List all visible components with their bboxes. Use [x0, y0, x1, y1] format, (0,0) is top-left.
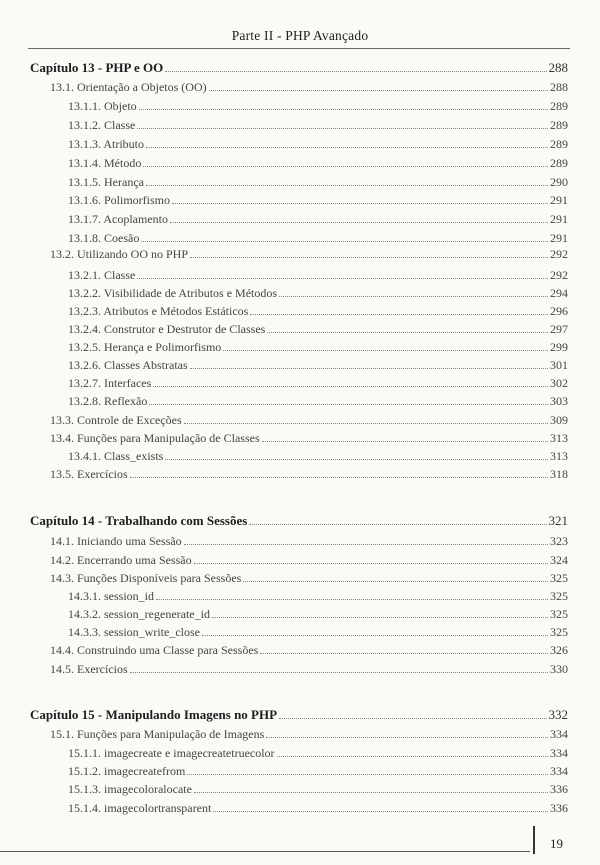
toc-entry-page: 301: [550, 358, 568, 372]
toc-entry-page: 288: [548, 60, 568, 75]
toc-entry-title: 13.1.2. Classe: [68, 118, 136, 132]
toc-subsection-entry: [68, 780, 568, 798]
toc-entry-title: 13.1.5. Herança: [68, 175, 144, 189]
toc-entry-title: 13.1.8. Coesão: [68, 231, 140, 245]
footer-rule: [0, 851, 530, 852]
toc-subsection-entry: [68, 374, 568, 392]
toc-chapter-entry: [30, 706, 568, 724]
toc-leader-dots: [267, 320, 548, 333]
header-rule: [28, 48, 570, 49]
toc-entry-title: 13.5. Exercícios: [50, 467, 128, 481]
toc-subsection-entry: [68, 744, 568, 762]
toc-entry-title: 14.1. Iniciando uma Sessão: [50, 534, 182, 548]
toc-subsection-entry: [68, 154, 568, 172]
toc-subsection-entry: [68, 173, 568, 191]
toc-section-entry: [50, 725, 568, 743]
toc-section-entry: [50, 532, 568, 550]
toc-subsection-entry: [68, 320, 568, 338]
toc-entry-title: 13.2.3. Atributos e Métodos Estáticos: [68, 304, 249, 318]
toc-entry-page: 321: [548, 513, 568, 528]
toc-section-entry: [50, 641, 568, 659]
toc-entry-title: 15.1.3. imagecoloralocate: [68, 782, 192, 796]
toc-leader-dots: [202, 623, 548, 636]
toc-entry-title: 13.2.2. Visibilidade de Atributos e Métodos: [68, 286, 278, 300]
toc-entry-title: 15.1.4. imagecolortransparent: [68, 801, 212, 815]
toc-entry-page: 324: [550, 553, 568, 567]
toc-entry-page: 289: [550, 137, 568, 151]
toc-entry-page: 289: [550, 118, 568, 132]
toc-entry-title: Capítulo 15 - Manipulando Imagens no PHP: [30, 707, 278, 722]
toc-subsection-entry: [68, 135, 568, 153]
toc-entry-page: 336: [550, 782, 568, 796]
toc-entry-title: 13.2.6. Classes Abstratas: [68, 358, 188, 372]
toc-entry-page: 325: [550, 625, 568, 639]
toc-section-entry: [50, 411, 568, 429]
toc-leader-dots: [187, 762, 548, 775]
toc-leader-dots: [279, 284, 548, 297]
part-title: Parte II - PHP Avançado: [231, 28, 369, 43]
toc-leader-dots: [156, 587, 548, 600]
toc-entry-title: 13.4.1. Class_exists: [68, 449, 164, 463]
toc-leader-dots: [130, 465, 548, 478]
toc-leader-dots: [141, 229, 548, 242]
toc-leader-dots: [213, 799, 548, 812]
toc-subsection-entry: [68, 392, 568, 410]
toc-leader-dots: [190, 356, 548, 369]
toc-entry-title: 13.1.1. Objeto: [68, 99, 137, 113]
toc-entry-page: 323: [550, 534, 568, 548]
toc-entry-title: 13.1. Orientação a Objetos (OO): [50, 80, 207, 94]
footer-bar: [533, 826, 535, 854]
toc-subsection-entry: [68, 284, 568, 302]
toc-leader-dots: [223, 338, 548, 351]
toc-subsection-entry: [68, 447, 568, 465]
toc-entry-page: 313: [550, 431, 568, 445]
toc-entry-page: 334: [550, 746, 568, 760]
toc-entry-page: 292: [550, 268, 568, 282]
toc-entry-title: Capítulo 14 - Trabalhando com Sessões: [30, 513, 248, 528]
toc-section-entry: [50, 551, 568, 569]
toc-leader-dots: [209, 78, 548, 91]
toc-entry-title: 13.1.6. Polimorfismo: [68, 193, 171, 207]
toc-subsection-entry: [68, 210, 568, 228]
toc-leader-dots: [212, 605, 548, 618]
toc-leader-dots: [130, 660, 548, 673]
toc-leader-dots: [165, 447, 548, 460]
toc-entry-title: 14.3. Funções Disponíveis para Sessões: [50, 571, 242, 585]
toc-entry-page: 297: [550, 322, 568, 336]
toc-entry-title: 13.2.8. Reflexão: [68, 394, 148, 408]
toc-leader-dots: [262, 429, 548, 442]
toc-leader-dots: [184, 532, 548, 545]
toc-leader-dots: [243, 569, 548, 582]
toc-subsection-entry: [68, 116, 568, 134]
toc-subsection-entry: [68, 191, 568, 209]
toc-entry-page: 330: [550, 662, 568, 676]
toc-entry-page: 326: [550, 643, 568, 657]
toc-entry-title: 13.1.3. Atributo: [68, 137, 145, 151]
toc-entry-title: 13.1.4. Método: [68, 156, 142, 170]
toc-leader-dots: [170, 210, 548, 223]
toc-subsection-entry: [68, 605, 568, 623]
toc-subsection-entry: [68, 266, 568, 284]
toc-chapter-entry: [30, 512, 568, 530]
page-number: 19: [550, 836, 563, 851]
toc-entry-page: 291: [550, 193, 568, 207]
toc-entry-page: 299: [550, 340, 568, 354]
toc-entry-page: 336: [550, 801, 568, 815]
toc-entry-title: 14.3.3. session_write_close: [68, 625, 200, 639]
toc-leader-dots: [194, 780, 548, 793]
toc-entry-title: 13.2.7. Interfaces: [68, 376, 152, 390]
toc-leader-dots: [153, 374, 548, 387]
toc-leader-dots: [279, 706, 546, 719]
toc-subsection-entry: [68, 799, 568, 817]
toc-entry-page: 289: [550, 156, 568, 170]
toc-entry-page: 291: [550, 231, 568, 245]
toc-entry-title: 13.4. Funções para Manipulação de Classes: [50, 431, 260, 445]
toc-leader-dots: [149, 392, 548, 405]
toc-leader-dots: [190, 245, 548, 258]
toc-subsection-entry: [68, 762, 568, 780]
toc-leader-dots: [143, 154, 548, 167]
toc-section-entry: [50, 660, 568, 678]
toc-leader-dots: [194, 551, 548, 564]
toc-entry-page: 318: [550, 467, 568, 481]
toc-leader-dots: [146, 135, 548, 148]
toc-entry-title: 15.1.2. imagecreatefrom: [68, 764, 186, 778]
toc-entry-title: 14.4. Construindo uma Classe para Sessões: [50, 643, 259, 657]
toc-subsection-entry: [68, 97, 568, 115]
toc-subsection-entry: [68, 587, 568, 605]
toc-entry-title: 13.1.7. Acoplamento: [68, 212, 168, 226]
toc-entry-page: 288: [550, 80, 568, 94]
toc-chapter-entry: [30, 59, 568, 77]
toc-entry-page: 313: [550, 449, 568, 463]
toc-leader-dots: [137, 266, 548, 279]
toc-leader-dots: [165, 59, 546, 72]
toc-entry-title: 13.2.5. Herança e Polimorfismo: [68, 340, 222, 354]
toc-section-entry: [50, 245, 568, 263]
toc-entry-title: 13.2.1. Classe: [68, 268, 136, 282]
toc-entry-page: 289: [550, 99, 568, 113]
toc-entry-title: 14.3.2. session_regenerate_id: [68, 607, 210, 621]
toc-entry-page: 296: [550, 304, 568, 318]
toc-entry-title: 14.3.1. session_id: [68, 589, 155, 603]
toc-entry-page: 334: [550, 764, 568, 778]
toc-entry-title: 15.1.1. imagecreate e imagecreatetruecolor: [68, 746, 275, 760]
toc-leader-dots: [260, 641, 548, 654]
toc-entry-page: 292: [550, 247, 568, 261]
toc-subsection-entry: [68, 356, 568, 374]
toc-leader-dots: [249, 512, 546, 525]
toc-entry-title: 13.2. Utilizando OO no PHP: [50, 247, 188, 261]
toc-leader-dots: [277, 744, 548, 757]
toc-leader-dots: [139, 97, 548, 110]
toc-entry-page: 294: [550, 286, 568, 300]
toc-entry-title: 14.2. Encerrando uma Sessão: [50, 553, 192, 567]
toc-section-entry: [50, 465, 568, 483]
toc-subsection-entry: [68, 338, 568, 356]
toc-section-entry: [50, 78, 568, 96]
toc-leader-dots: [250, 302, 548, 315]
toc-leader-dots: [184, 411, 548, 424]
toc-entry-page: 309: [550, 413, 568, 427]
toc-leader-dots: [266, 725, 548, 738]
toc-entry-page: 325: [550, 589, 568, 603]
toc-entry-page: 291: [550, 212, 568, 226]
toc-entry-page: 302: [550, 376, 568, 390]
toc-leader-dots: [146, 173, 548, 186]
toc-entry-title: 15.1. Funções para Manipulação de Imagens: [50, 727, 265, 741]
toc-entry-page: 303: [550, 394, 568, 408]
toc-subsection-entry: [68, 302, 568, 320]
toc-section-entry: [50, 569, 568, 587]
toc-subsection-entry: [68, 623, 568, 641]
toc-entry-title: 14.5. Exercícios: [50, 662, 128, 676]
toc-leader-dots: [172, 191, 548, 204]
toc-entry-page: 334: [550, 727, 568, 741]
toc-entry-page: 325: [550, 607, 568, 621]
toc-entry-page: 325: [550, 571, 568, 585]
toc-entry-page: 332: [548, 707, 568, 722]
toc-section-entry: [50, 429, 568, 447]
toc-entry-page: 290: [550, 175, 568, 189]
toc-entry-title: 13.2.4. Construtor e Destrutor de Classes: [68, 322, 266, 336]
toc-entry-title: Capítulo 13 - PHP e OO: [30, 60, 164, 75]
toc-leader-dots: [137, 116, 548, 129]
toc-entry-title: 13.3. Controle de Exceções: [50, 413, 182, 427]
